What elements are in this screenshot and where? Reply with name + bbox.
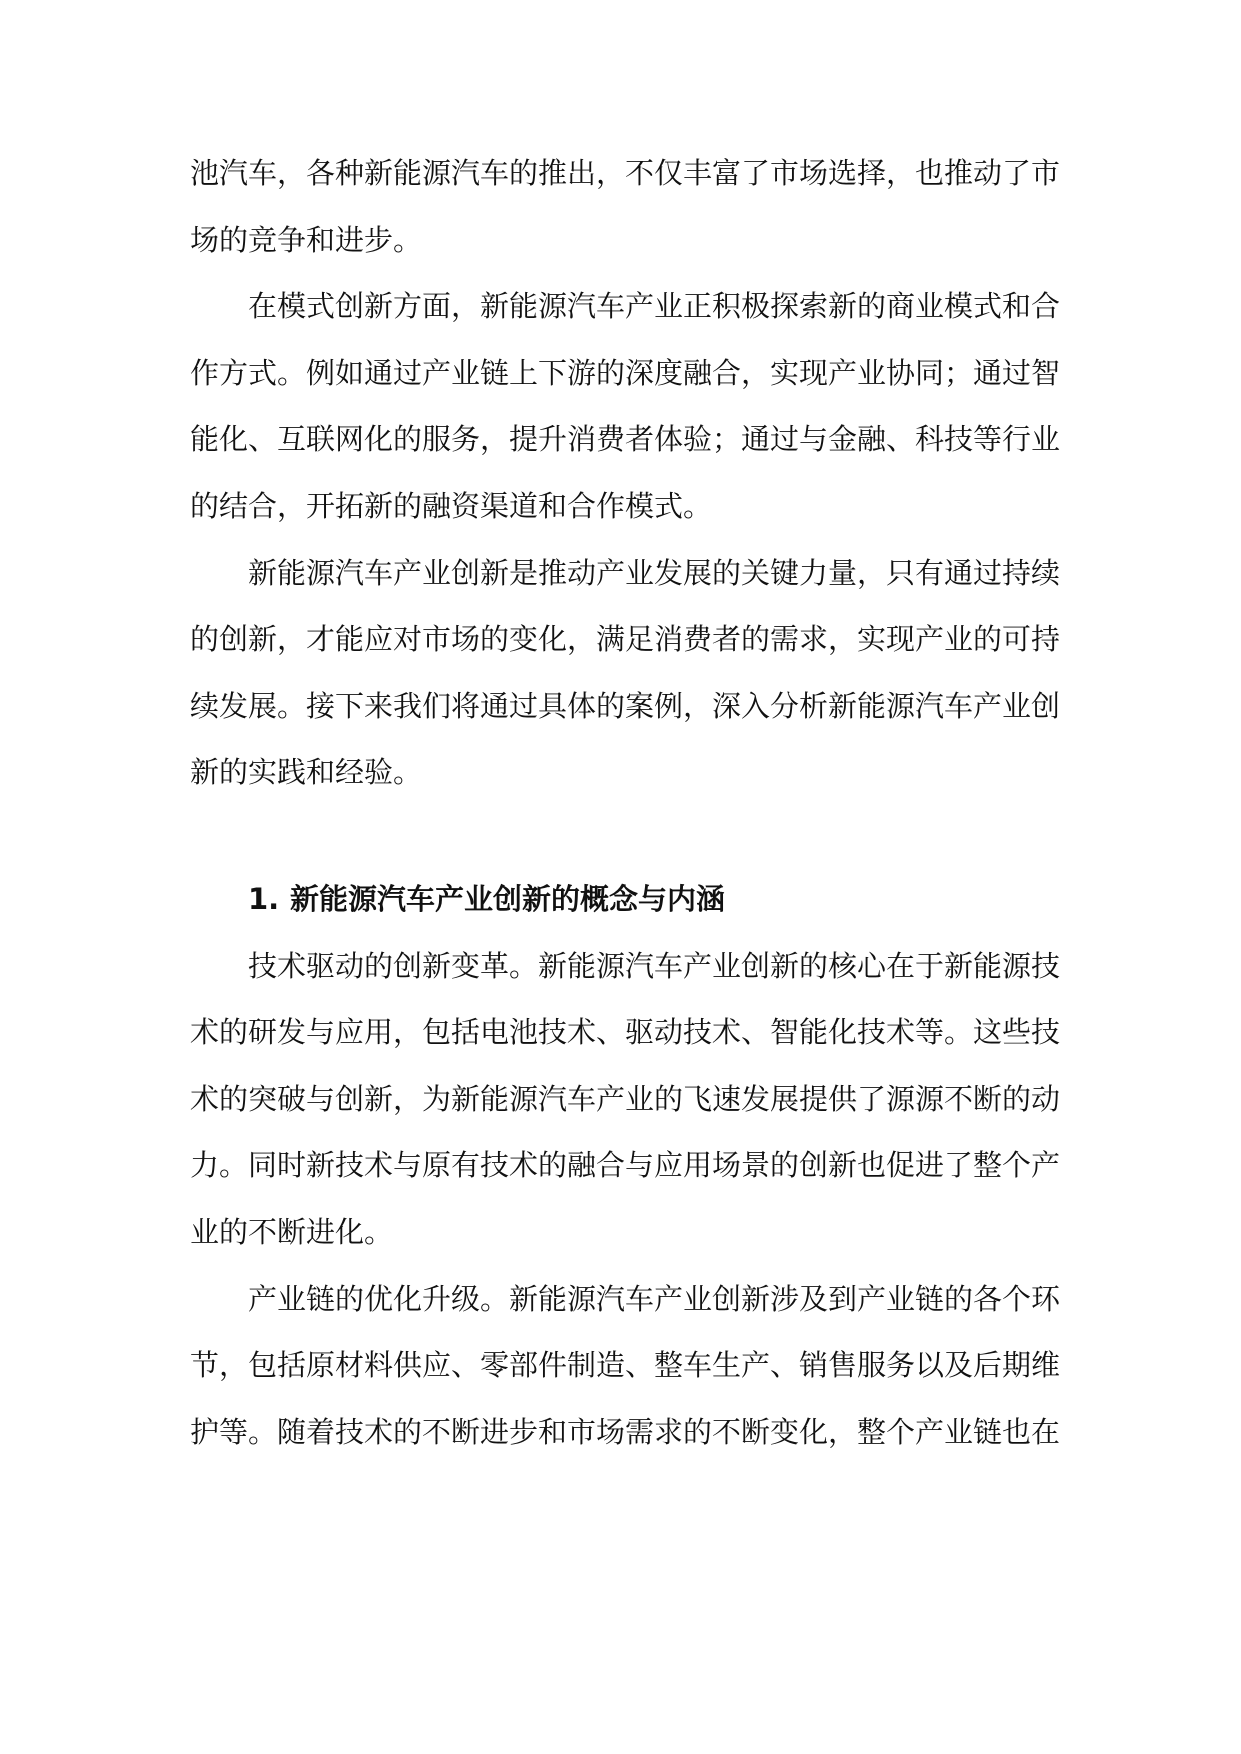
paragraph-mode-innovation: 在模式创新方面，新能源汽车产业正积极探索新的商业模式和合作方式。例如通过产业链上下游的深度融合，实现产业协同；通过智能化、互联网化的服务，提升消费者体验；通过与金融、科技等行业的结合，开拓新的融资渠道和合作模式。 [190, 289, 1061, 523]
paragraph-industry-chain: 产业链的优化升级。新能源汽车产业创新涉及到产业链的各个环节，包括原材料供应、零部件制造、整车生产、销售服务以及后期维护等。随着技术的不断进步和市场需求的不断变化，整个产业链也在 [190, 1281, 1061, 1449]
section-heading [190, 866, 1060, 933]
paragraph-continuation: 池汽车，各种新能源汽车的推出，不仅丰富了市场选择，也推动了市场的竞争和进步。 [190, 156, 1061, 257]
document-body [190, 140, 1060, 1465]
section-heading-number: 1. [248, 881, 280, 916]
section-heading-title: 新能源汽车产业创新的概念与内涵 [290, 881, 726, 916]
paragraph-tech-driven: 技术驱动的创新变革。新能源汽车产业创新的核心在于新能源技术的研发与应用，包括电池技术、驱动技术、智能化技术等。这些技术的突破与创新，为新能源汽车产业的飞速发展提供了源源不断的动力。同时新技术与原有技术的融合与应用场景的创新也促进了整个产业的不断进化。 [190, 948, 1061, 1249]
paragraph-innovation-summary: 新能源汽车产业创新是推动产业发展的关键力量，只有通过持续的创新，才能应对市场的变化，满足消费者的需求，实现产业的可持续发展。接下来我们将通过具体的案例，深入分析新能源汽车产业创新的实践和经验。 [190, 555, 1061, 790]
